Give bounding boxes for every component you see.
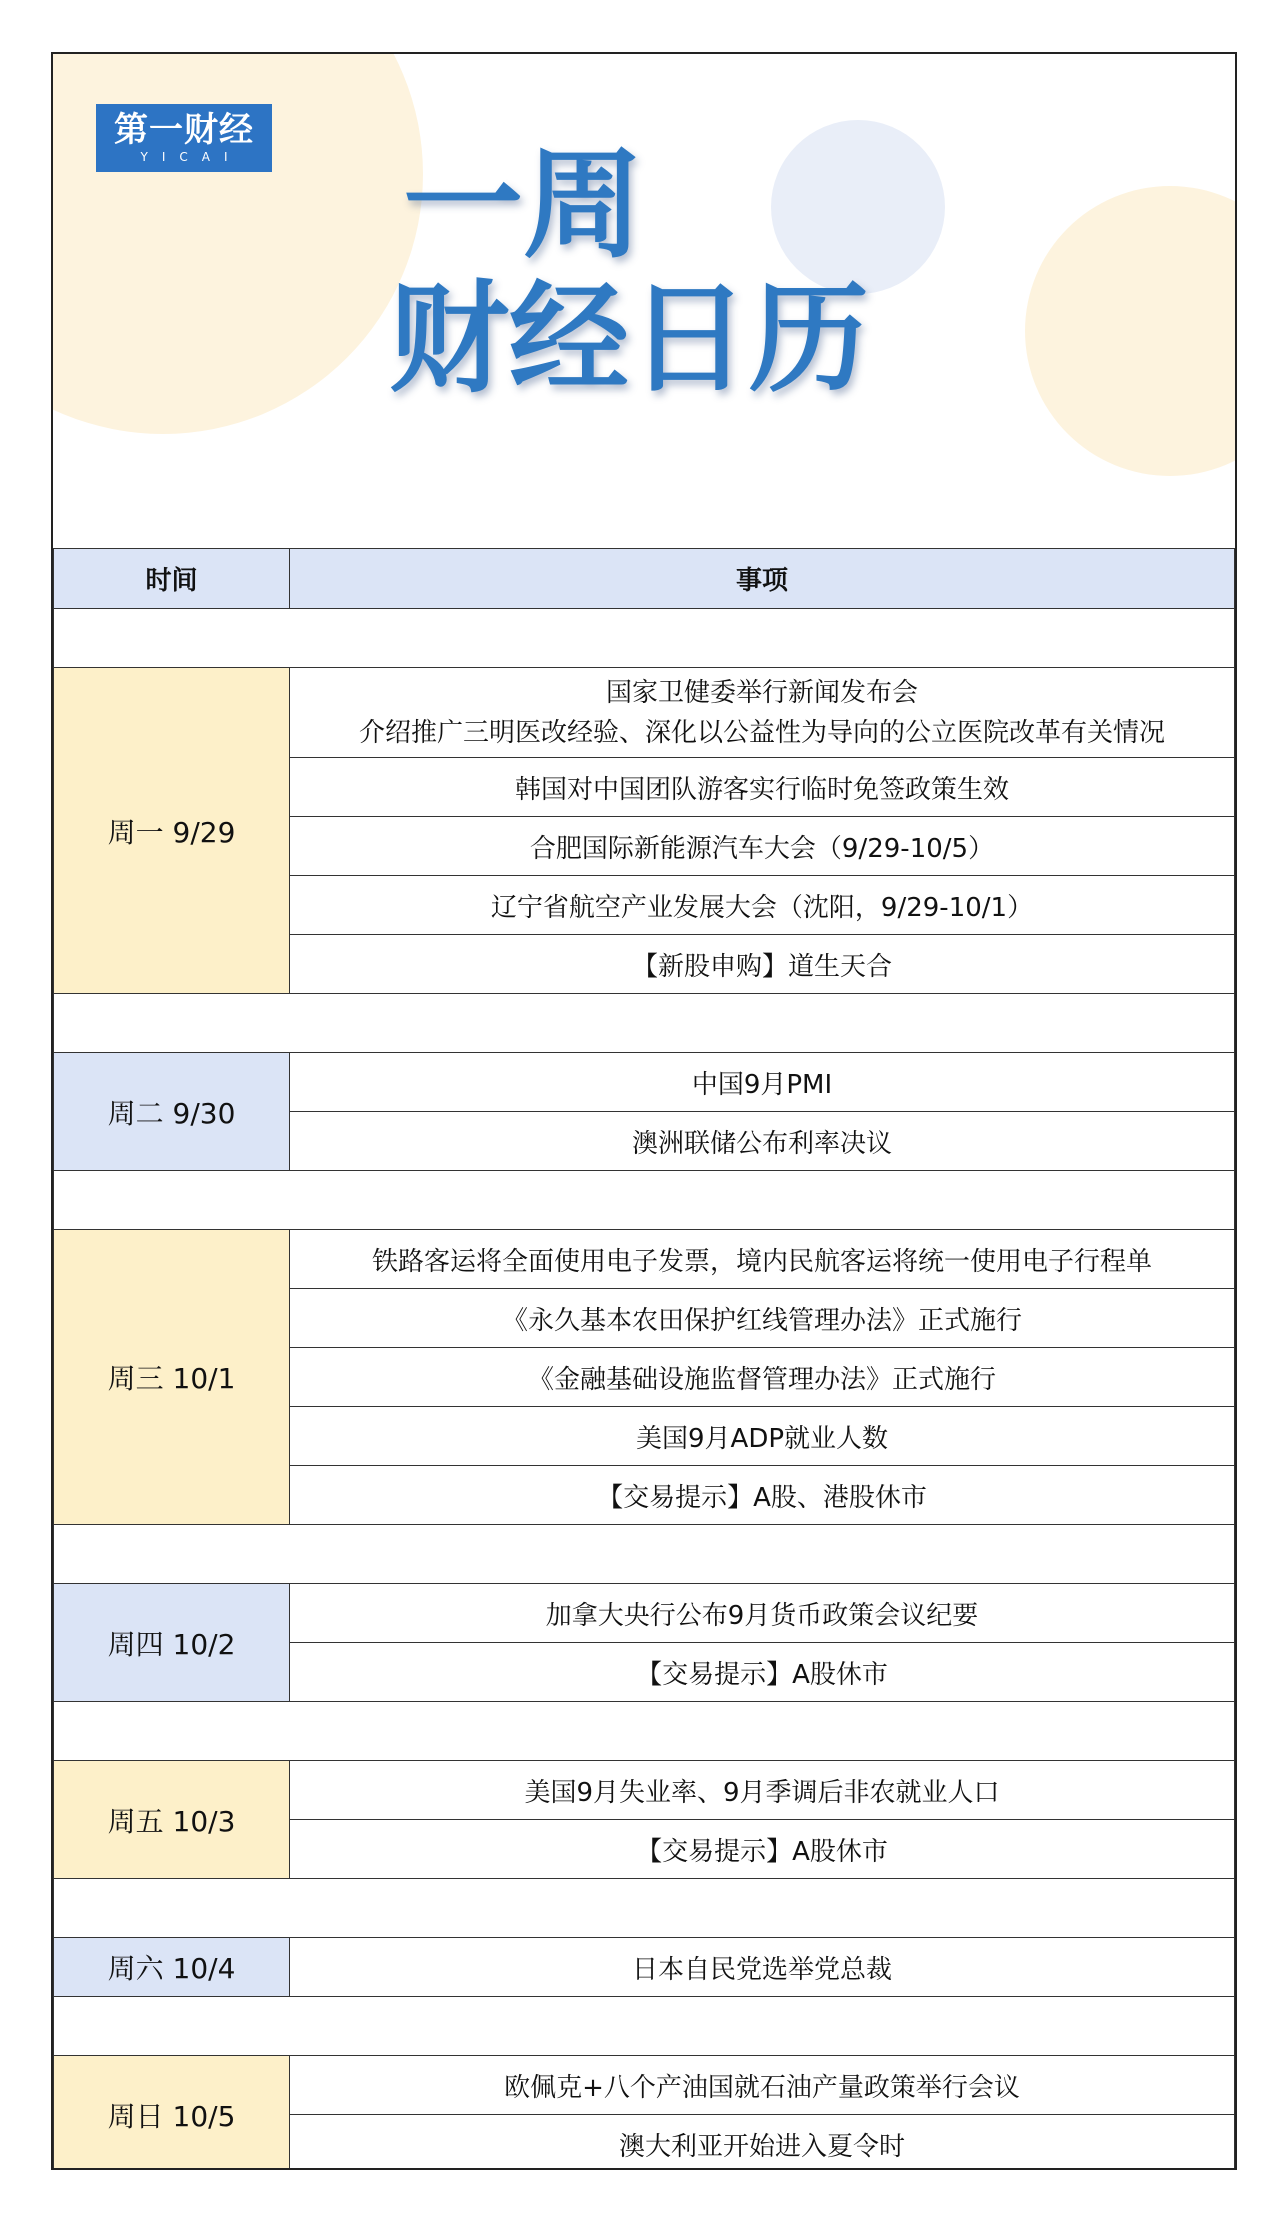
- event-cell: [290, 1466, 1235, 1525]
- event-text: 加拿大央行公布9月货币政策会议纪要: [545, 1600, 979, 1631]
- event-text: 欧佩克+八个产油国就石油产量政策举行会议: [504, 2072, 1020, 2103]
- title-line-2: 财经日历: [389, 270, 869, 409]
- event-cell: [290, 668, 1235, 758]
- event-cell: [290, 2056, 1235, 2115]
- spacer-cell: [54, 1171, 1235, 1230]
- decor-circle-blue: [771, 120, 945, 294]
- event-text: 日本自民党选举党总裁: [631, 1954, 892, 1985]
- event-cell: [290, 1938, 1235, 1997]
- event-cell: [290, 817, 1235, 876]
- day-label: 周日 10/5: [54, 2056, 290, 2171]
- spacer-cell: [54, 1702, 1235, 1761]
- event-cell: [290, 876, 1235, 935]
- spacer-cell: [54, 1997, 1235, 2056]
- spacer-row: [54, 1879, 1235, 1938]
- spacer-cell: [54, 994, 1235, 1053]
- table-header-row: [54, 549, 1235, 609]
- header-banner: [53, 54, 1235, 550]
- event-text: 【交易提示】A股休市: [636, 1836, 888, 1867]
- event-cell: [290, 935, 1235, 994]
- day-label: 周三 10/1: [54, 1230, 290, 1525]
- spacer-cell: [54, 1525, 1235, 1584]
- event-cell: [290, 758, 1235, 817]
- event-cell: [290, 1643, 1235, 1702]
- event-text: 韩国对中国团队游客实行临时免签政策生效: [514, 774, 1009, 805]
- table-row: [54, 1053, 1235, 1112]
- table-row: [54, 668, 1235, 758]
- logo-main-text: 第一财经: [114, 110, 254, 150]
- event-cell: [290, 1112, 1235, 1171]
- calendar-frame: [51, 52, 1237, 2170]
- event-text: 中国9月PMI: [691, 1069, 833, 1100]
- spacer-row: [54, 609, 1235, 668]
- table-row: [54, 2056, 1235, 2115]
- event-cell: [290, 1820, 1235, 1879]
- event-cell: [290, 2115, 1235, 2171]
- event-cell: [290, 1761, 1235, 1820]
- spacer-row: [54, 1997, 1235, 2056]
- event-text: 澳洲联储公布利率决议: [631, 1128, 892, 1159]
- title-line-1: 一周: [403, 136, 643, 275]
- table-row: [54, 1938, 1235, 1997]
- spacer-row: [54, 1702, 1235, 1761]
- event-cell: [290, 1230, 1235, 1289]
- calendar-table: [53, 548, 1235, 2170]
- event-text: 【交易提示】A股、港股休市: [597, 1482, 927, 1513]
- event-text: 【新股申购】道生天合: [631, 951, 892, 982]
- event-text: 合肥国际新能源汽车大会（9/29-10/5）: [529, 833, 995, 864]
- yicai-logo: [96, 104, 272, 172]
- table-row: [54, 1584, 1235, 1643]
- event-cell: [290, 1289, 1235, 1348]
- spacer-cell: [54, 609, 1235, 668]
- spacer-row: [54, 1171, 1235, 1230]
- event-text: 国家卫健委举行新闻发布会: [605, 677, 918, 708]
- spacer-row: [54, 1525, 1235, 1584]
- event-cell: [290, 1407, 1235, 1466]
- header-event: 事项: [290, 549, 1235, 609]
- day-label: 周五 10/3: [54, 1761, 290, 1879]
- event-text: 辽宁省航空产业发展大会（沈阳，9/29-10/1）: [490, 892, 1034, 923]
- logo-sub-text: YICAI: [140, 150, 242, 164]
- event-text: 澳大利亚开始进入夏令时: [618, 2131, 905, 2162]
- event-text: 《金融基础设施监督管理办法》正式施行: [527, 1364, 996, 1395]
- event-text: 美国9月ADP就业人数: [635, 1423, 889, 1454]
- day-label: 周六 10/4: [54, 1938, 290, 1997]
- day-label: 周一 9/29: [54, 668, 290, 994]
- event-text: 【交易提示】A股休市: [636, 1659, 888, 1690]
- event-cell: [290, 1053, 1235, 1112]
- event-text: 铁路客运将全面使用电子发票，境内民航客运将统一使用电子行程单: [371, 1246, 1152, 1277]
- table-row: [54, 1230, 1235, 1289]
- event-cell: [290, 1348, 1235, 1407]
- spacer-cell: [54, 1879, 1235, 1938]
- event-text: 介绍推广三明医改经验、深化以公益性为导向的公立医院改革有关情况: [358, 717, 1165, 748]
- header-time: 时间: [54, 549, 290, 609]
- day-label: 周二 9/30: [54, 1053, 290, 1171]
- table-row: [54, 1761, 1235, 1820]
- event-text: 《永久基本农田保护红线管理办法》正式施行: [501, 1305, 1022, 1336]
- spacer-row: [54, 994, 1235, 1053]
- event-cell: [290, 1584, 1235, 1643]
- calendar-body: [54, 609, 1235, 2171]
- decor-circle-right: [1025, 186, 1235, 476]
- day-label: 周四 10/2: [54, 1584, 290, 1702]
- event-text: 美国9月失业率、9月季调后非农就业人口: [524, 1777, 1000, 1808]
